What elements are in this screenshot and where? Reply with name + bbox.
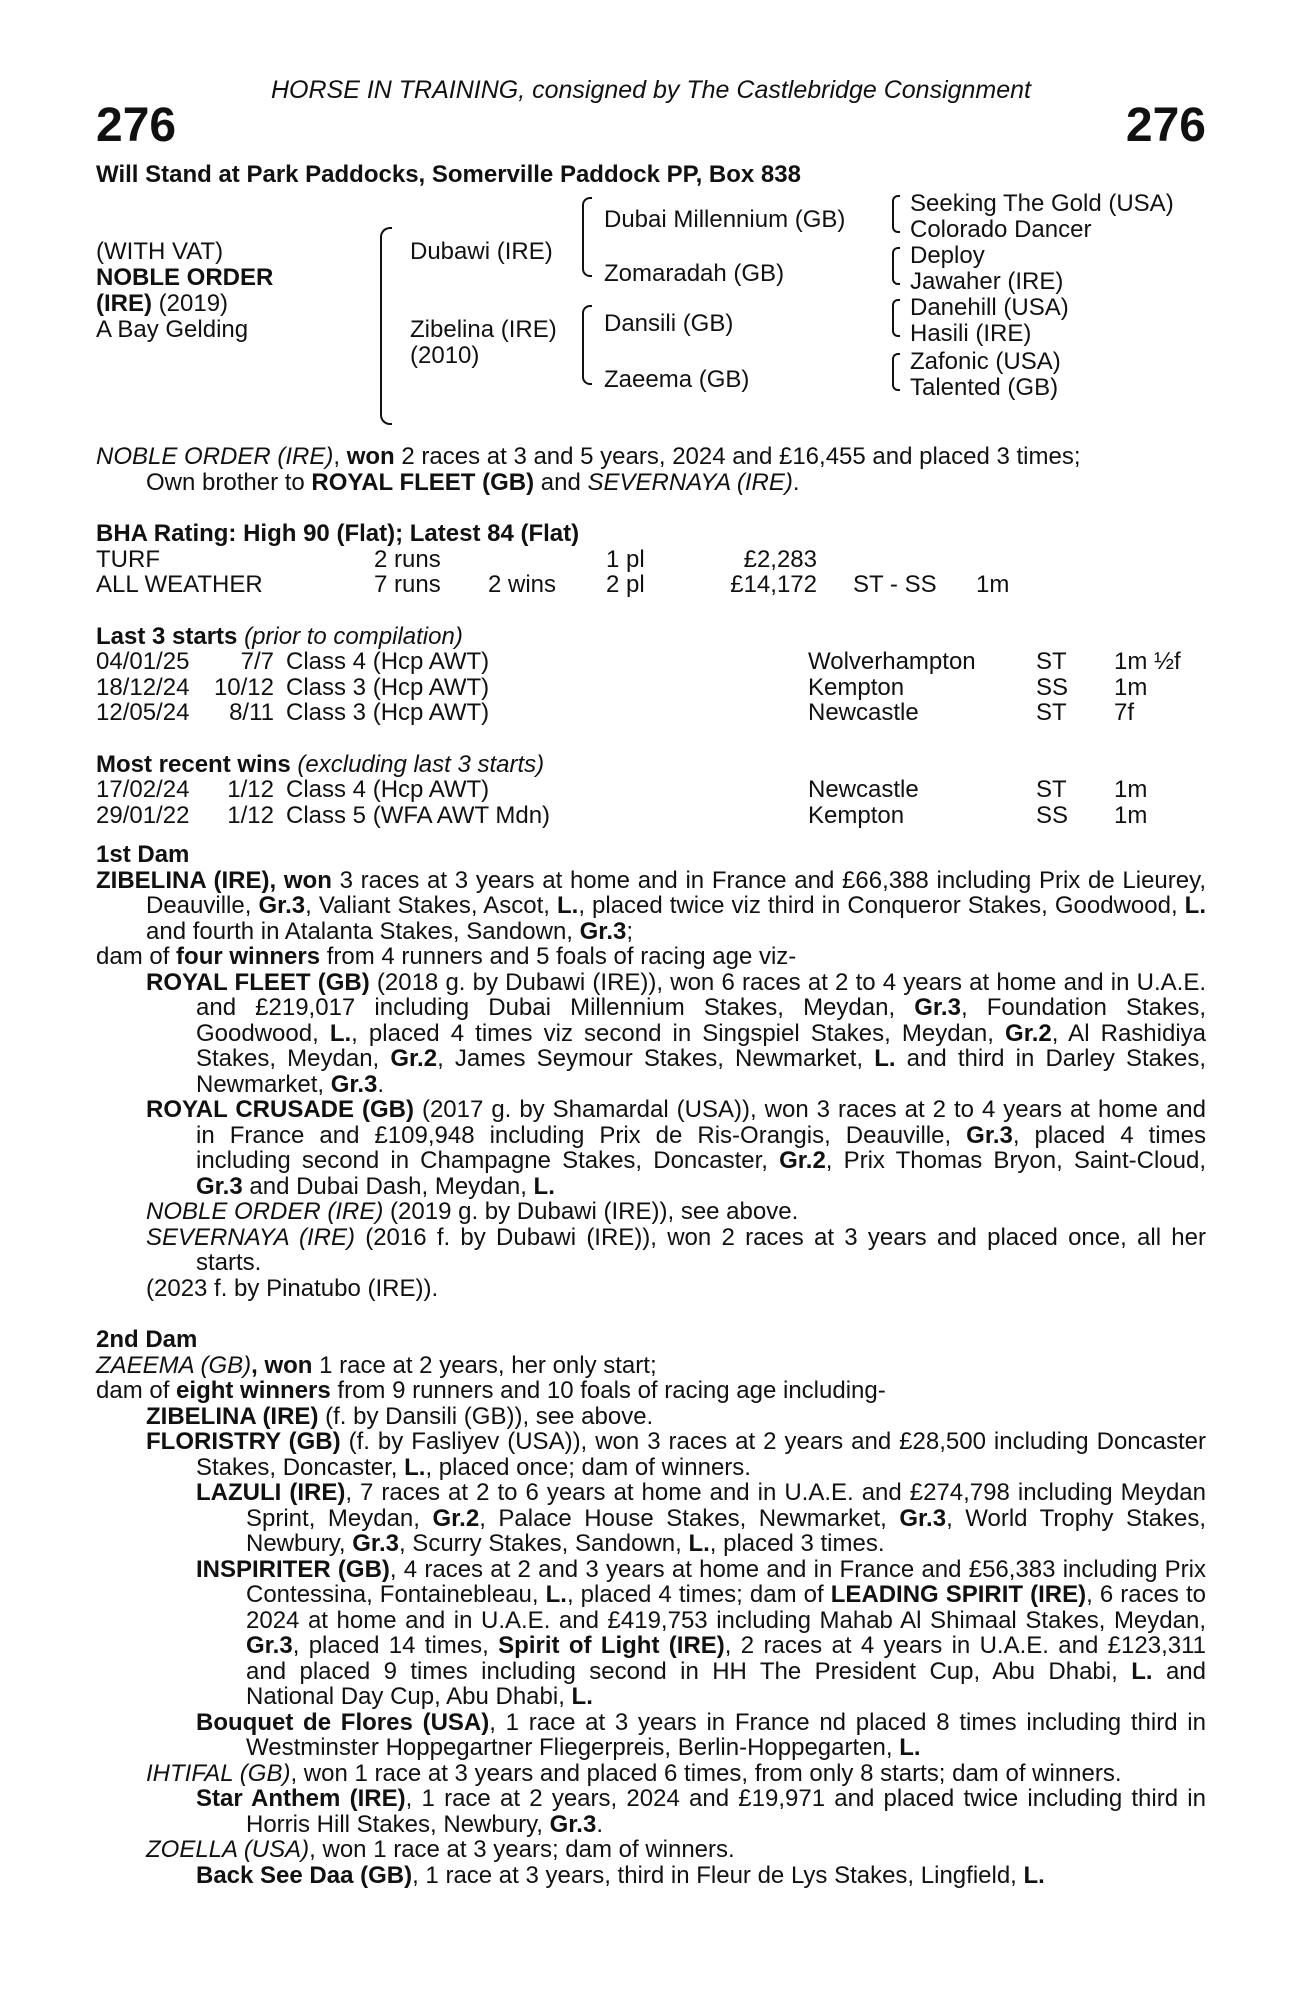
sire-dam: Zomaradah (GB) [604, 260, 785, 287]
recent-dist: 1m [1114, 801, 1148, 829]
sire-sire: Dubai Millennium (GB) [604, 206, 846, 233]
last3-dist: 7f [1114, 699, 1135, 726]
recent-race: Class 4 (Hcp AWT) [286, 776, 490, 803]
produce-bouquet-de-flores: Bouquet de Flores (USA), 1 race at 3 years in France nd placed 8 times including third in Westminster Hoppegartner Fliegerpreis, Berlin-Hoppegarten, L. [196, 1708, 1206, 1761]
sire: Dubawi (IRE) [410, 238, 553, 265]
first-dam-heading: 1st Dam [96, 841, 190, 868]
bha-section [96, 521, 1206, 598]
lot-number-right: 276 [1125, 98, 1206, 152]
sire-dam-sire: Deploy [910, 242, 985, 269]
recent-title: Most recent wins [96, 750, 291, 778]
bha-title: BHA Rating: High 90 (Flat); Latest 84 (Flat) [96, 520, 580, 547]
sire-brace [582, 197, 592, 277]
recent-section [96, 752, 1206, 829]
last3-table [96, 649, 1206, 726]
last3-course: Kempton [808, 673, 905, 701]
first-dam-record: ZIBELINA (IRE), won 3 races at 3 years at home and in France and £66,388 including Prix de Lieurey, Deauville, Gr.3, Valiant Stakes, Ascot, L., placed twice viz third in Conqueror Stakes, Goodwood, L. and fourth in Atalanta Stakes, Sandown, Gr.3; [96, 866, 1206, 945]
bha-row [96, 572, 1206, 598]
produce-floristry: FLORISTRY (GB) (f. by Fasliyev (USA)), won 3 races at 2 years and £28,500 including Doncaster Stakes, Doncaster, L., placed once; dam of winners. [146, 1428, 1206, 1481]
lot-number-row [96, 100, 1206, 152]
recent-table [96, 777, 1206, 828]
last3-surf: ST [1036, 699, 1067, 726]
recent-pos: 1/12 [227, 801, 274, 829]
bha-surface: ALL WEATHER [96, 571, 263, 598]
dam-sire: Dansili (GB) [604, 310, 734, 337]
produce-inspiriter: INSPIRITER (GB), 4 races at 2 and 3 years at home and in France and £56,383 including Prix Contessina, Fontainebleau, L., placed 4 times; dam of LEADING SPIRIT (IRE), 6 races to 2024 at home and in U.A.E. and £419,753 including Mahab Al Shimaal Stakes, Meydan, Gr.3, placed 14 times, Spirit of Light (IRE), 2 races at 4 years in U.A.E. and £123,311 and placed 9 times including second in HH The President Cup, Abu Dhabi, L. and National Day Cup, Abu Dhabi, L. [196, 1555, 1206, 1710]
second-dam-section [96, 1327, 1206, 1888]
pedigree-chart [96, 187, 1206, 432]
brace-sd [892, 247, 900, 285]
bha-runs: 2 runs [374, 545, 441, 573]
last3-date: 12/05/24 [96, 699, 190, 726]
produce-2023-filly: (2023 f. by Pinatubo (IRE)). [146, 1274, 439, 1302]
sire-sire-dam: Colorado Dancer [910, 216, 1092, 243]
summary-end: . [792, 468, 800, 496]
bha-dist: 1m [976, 571, 1010, 598]
last3-race: Class 3 (Hcp AWT) [286, 699, 490, 726]
produce-lazuli: LAZULI (IRE), 7 races at 2 to 6 years at home and in U.A.E. and £274,798 including Meydan Sprint, Meydan, Gr.2, Palace House Stakes, Newmarket, Gr.3, World Trophy Stakes, Newbury, Gr.3, Scurry Stakes, Sandown, L., placed 3 times. [196, 1479, 1206, 1557]
produce-noble-order: NOBLE ORDER (IRE) (2019 g. by Dubawi (IRE)), see above. [146, 1198, 799, 1225]
last3-pos: 7/7 [240, 648, 274, 675]
race-summary: NOBLE ORDER (IRE), won 2 races at 3 and 5 years, 2024 and £16,455 and placed 3 times; Own brother to ROYAL FLEET (GB) and SEVERNAYA (IRE). [96, 443, 1081, 496]
recent-surf: ST [1036, 776, 1067, 803]
dam-brace [582, 305, 592, 385]
main-brace [380, 227, 392, 425]
produce-zoella: ZOELLA (USA), won 1 race at 3 years; dam of winners. [146, 1836, 735, 1863]
stand-location: Will Stand at Park Paddocks, Somerville Paddock PP, Box 838 [96, 160, 801, 188]
first-dam-section [96, 842, 1206, 1301]
recent-surf: SS [1036, 801, 1069, 829]
bha-pl: 2 pl [606, 571, 645, 598]
produce-royal-fleet: ROYAL FLEET (GB) (2018 g. by Dubawi (IRE)), won 6 races at 2 to 4 years at home and in U.A.E. and £219,017 including Dubai Millennium Stakes, Meydan, Gr.3, Foundation Stakes, Goodwood, L., placed 4 times viz second in Singspiel Stakes, Meydan, Gr.2, Al Rashidiya Stakes, Meydan, Gr.2, James Seymour Stakes, Newmarket, L. and third in Darley Stakes, Newmarket, Gr.3. [146, 968, 1207, 1098]
vat-label: (WITH VAT) [96, 238, 224, 265]
recent-date: 17/02/24 [96, 776, 190, 803]
last3-title: Last 3 starts [96, 622, 238, 650]
last3-dist: 1m [1114, 673, 1148, 701]
summary-sibling-2: SEVERNAYA (IRE) [587, 468, 793, 496]
produce-royal-crusade: ROYAL CRUSADE (GB) (2017 g. by Shamardal (USA)), won 3 races at 2 to 4 years at home and in France and £109,948 including Prix de Ris-Orangis, Deauville, Gr.3, placed 4 times including second in Champagne Stakes, Doncaster, Gr.2, Prix Thomas Bryon, Saint-Cloud, Gr.3 and Dubai Dash, Meydan, L. [146, 1096, 1207, 1200]
bha-course: ST - SS [853, 571, 937, 598]
produce-ihtifal: IHTIFAL (GB), won 1 race at 3 years and placed 6 times, from only 8 starts; dam of winners. [146, 1759, 1122, 1787]
brace-ds [892, 299, 900, 337]
catalogue-page [96, 78, 1206, 1888]
dam-dam-sire: Zafonic (USA) [910, 348, 1061, 375]
recent-subtitle: (excluding last 3 starts) [297, 750, 545, 778]
last3-course: Newcastle [808, 699, 919, 726]
second-dam-heading: 2nd Dam [96, 1326, 198, 1353]
bha-pl: 1 pl [606, 545, 645, 573]
dam-year: (2010) [410, 342, 480, 369]
bha-money: £2,283 [743, 545, 817, 573]
brace-ss [892, 195, 900, 233]
lot-number-left: 276 [96, 98, 177, 152]
bha-surface: TURF [96, 545, 160, 573]
recent-row [96, 803, 1206, 829]
brace-dd [892, 353, 900, 391]
dam: Zibelina (IRE) [410, 316, 557, 343]
summary-sibling-1: ROYAL FLEET (GB) [311, 468, 535, 496]
last3-row [96, 675, 1206, 701]
summary-won: won [346, 443, 395, 470]
recent-date: 29/01/22 [96, 801, 190, 829]
horse-origin-year: (IRE) (2019) [96, 290, 229, 317]
last3-date: 18/12/24 [96, 673, 190, 701]
produce-zibelina: ZIBELINA (IRE) (f. by Dansili (GB)), see above. [146, 1402, 654, 1430]
last3-dist: 1m ½f [1114, 648, 1181, 675]
sire-dam-dam: Jawaher (IRE) [910, 268, 1064, 295]
last3-course: Wolverhampton [808, 648, 976, 675]
second-dam-record: ZAEEMA (GB), won 1 race at 2 years, her only start; [96, 1351, 657, 1379]
second-dam-produce-intro: dam of eight winners from 9 runners and 10 foals of racing age including- [96, 1377, 886, 1404]
dam-dam: Zaeema (GB) [604, 366, 750, 393]
last3-race: Class 3 (Hcp AWT) [286, 673, 490, 701]
produce-severnaya: SEVERNAYA (IRE) (2016 f. by Dubawi (IRE)), won 2 races at 3 years and placed once, all her starts. [146, 1223, 1206, 1276]
summary-sibling-intro: Own brother to [146, 468, 312, 496]
last3-subtitle: (prior to compilation) [244, 622, 463, 650]
summary-record: 2 races at 3 and 5 years, 2024 and £16,455 and placed 3 times; [394, 443, 1081, 470]
last3-race: Class 4 (Hcp AWT) [286, 648, 490, 675]
recent-dist: 1m [1114, 776, 1148, 803]
bha-money: £14,172 [730, 571, 817, 598]
last3-row [96, 649, 1206, 675]
summary-and: and [534, 468, 588, 496]
bha-row [96, 547, 1206, 573]
recent-course: Newcastle [808, 776, 919, 803]
bha-wins: 2 wins [488, 571, 557, 598]
last3-surf: SS [1036, 673, 1069, 701]
last3-row [96, 700, 1206, 726]
sire-sire-sire: Seeking The Gold (USA) [910, 190, 1174, 217]
recent-pos: 1/12 [227, 776, 274, 803]
recent-race: Class 5 (WFA AWT Mdn) [286, 801, 551, 829]
horse-description: A Bay Gelding [96, 316, 249, 343]
bha-table [96, 547, 1206, 598]
summary-horse-name: NOBLE ORDER (IRE) [96, 443, 334, 470]
last3-surf: ST [1036, 648, 1067, 675]
produce-back-see-daa: Back See Daa (GB), 1 race at 3 years, third in Fleur de Lys Stakes, Lingfield, L. [196, 1861, 1045, 1889]
horse-name: NOBLE ORDER [96, 264, 274, 291]
dam-dam-dam: Talented (GB) [910, 374, 1059, 401]
first-dam-produce-intro: dam of four winners from 4 runners and 5 foals of racing age viz- [96, 943, 797, 970]
recent-row [96, 777, 1206, 803]
dam-sire-sire: Danehill (USA) [910, 294, 1069, 321]
last3-pos: 8/11 [229, 699, 274, 726]
last3-pos: 10/12 [213, 673, 274, 701]
bha-runs: 7 runs [374, 571, 441, 598]
last3-section [96, 624, 1206, 726]
last3-date: 04/01/25 [96, 648, 190, 675]
produce-star-anthem: Star Anthem (IRE), 1 race at 2 years, 2024 and £19,971 and placed twice including third in Horris Hill Stakes, Newbury, Gr.3. [196, 1785, 1206, 1838]
consignor-header: HORSE IN TRAINING, consigned by The Castlebridge Consignment [270, 76, 1032, 104]
recent-course: Kempton [808, 801, 905, 829]
dam-sire-dam: Hasili (IRE) [910, 320, 1032, 347]
